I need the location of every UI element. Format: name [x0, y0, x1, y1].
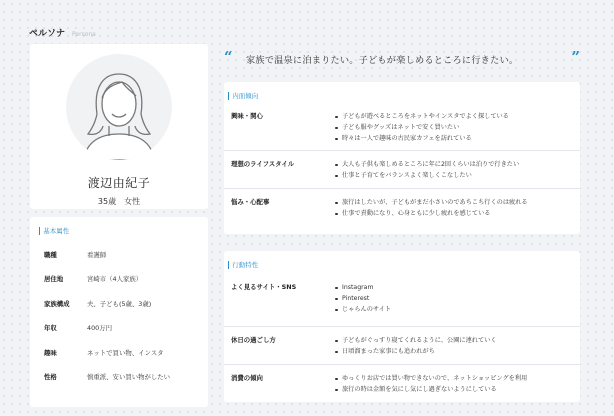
list-item: 仕事と子育てをバランスよく楽しくこなしたい: [334, 170, 519, 181]
basic-row: 家族構成 夫、子ども(5歳、3歳): [44, 299, 152, 308]
basic-attributes-card: [30, 217, 208, 407]
woman-avatar-icon: [66, 54, 172, 160]
inner-tendency-card: [224, 82, 580, 234]
list-item: 旅行はしたいが、子どもがまだ小さいのであちこち行くのは疲れる: [334, 197, 528, 208]
list-item: 子ども服やグッズはネットで安く買いたい: [334, 122, 509, 133]
basic-row: 居住地 宮崎市（4人家族）: [44, 275, 143, 284]
detail-row: 興味・関心 子どもが遊べるところをネットやインスタでよく探している 子ども服やグッズはネットで安く買いたい 時々は一人で趣味の古民家カフェを訪れている: [224, 111, 580, 151]
profile-gender: 女性: [124, 197, 141, 206]
detail-row: 悩み・心配事 旅行はしたいが、子どもがまだ小さいのであちこち行くのは疲れる 仕事で責動になり、心身ともに少し疲れを感じている: [224, 189, 580, 227]
list-item: Instagram: [334, 282, 391, 293]
detail-row: 消費の傾向 ゆっくりお店では買い物できないので、ネットショッピングを利用 旅行の時は金額を気にし気にし過ぎないようにしている: [224, 365, 580, 399]
detail-row: よく見るサイト・SNS Instagram Pinterest じゃらんのサイト: [224, 280, 580, 327]
persona-quote: [224, 50, 580, 66]
avatar: [66, 54, 172, 160]
list-item: 仕事で責動になり、心身ともに少し疲れを感じている: [334, 208, 528, 219]
section-bar: [228, 92, 229, 100]
list-item: 大人も子供も楽しめるところに年に2回くらいは泊りで行きたい: [334, 159, 519, 170]
profile-meta: [98, 196, 140, 207]
list-item: 時々は一人で趣味の古民家カフェを訪れている: [334, 133, 509, 144]
list-item: 旅行の時は金額を気にし気にし過ぎないようにしている: [334, 384, 527, 395]
detail-list: [334, 197, 528, 227]
list-item: 日頃溜まった家事にも追われがち: [334, 346, 497, 357]
page-subtitle: Persona: [72, 31, 96, 38]
inner-tendency-title: 内面傾向: [224, 91, 580, 100]
detail-list: [334, 335, 497, 364]
profile-name: 渡辺由紀子: [87, 176, 151, 190]
quote-close-icon: ”: [571, 48, 580, 66]
detail-row: 理想のライフスタイル 大人も子供も楽しめるところに年に2回くらいは泊りで行きたい 仕事と子育てをバランスよく楽しくこなしたい: [224, 151, 580, 189]
detail-list: [334, 282, 391, 326]
behavior-table: [224, 280, 580, 399]
quote-open-icon: “: [224, 48, 233, 66]
basic-row: 性格 慎重派、安い買い物がしたい: [44, 373, 171, 382]
list-item: 子どもがぐっすり寝てくれるように、公園に連れていく: [334, 335, 497, 346]
behavior-title: 行動特性: [224, 260, 580, 269]
profile-age: 35歳: [97, 197, 117, 206]
behavior-card: [224, 251, 580, 402]
profile-card: [30, 44, 208, 209]
list-item: ゆっくりお店では買い物できないので、ネットショッピングを利用: [334, 373, 527, 384]
detail-row: 休日の過ごし方 子どもがぐっすり寝てくれるように、公園に連れていく 日頃溜まった家事にも追われがち: [224, 327, 580, 365]
section-bar: [39, 227, 40, 235]
basic-row: 年収 400万円: [44, 324, 112, 333]
list-item: 子どもが遊べるところをネットやインスタでよく探している: [334, 111, 509, 122]
detail-list: [334, 159, 519, 188]
list-item: Pinterest: [334, 293, 391, 304]
detail-list: [334, 111, 509, 150]
page-header: [29, 26, 96, 39]
section-bar: [228, 261, 229, 269]
quote-text: 家族で温泉に泊まりたい。子どもが楽しめるところに行きたい。: [246, 55, 519, 66]
basic-row: 職種 看護師: [44, 250, 107, 259]
page-title: ペルソナ: [29, 29, 66, 39]
basic-row: 趣味 ネットで買い物、インスタ: [44, 348, 164, 357]
detail-list: [334, 373, 527, 399]
list-item: じゃらんのサイト: [334, 304, 391, 315]
basic-attributes-title: 基本属性: [30, 226, 208, 235]
basic-attributes-table: [30, 242, 208, 389]
inner-tendency-table: [224, 111, 580, 227]
